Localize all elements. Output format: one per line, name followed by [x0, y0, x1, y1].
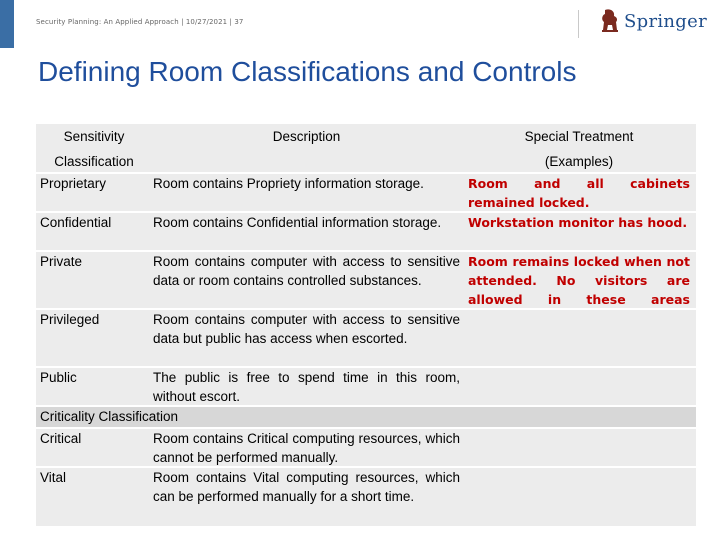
col-header-special-line1: Special Treatment — [524, 129, 634, 144]
criticality-header: Criticality Classification — [40, 409, 179, 424]
row-description: Room contains Propriety information storage. — [153, 176, 424, 191]
col-header-description: Description — [272, 129, 341, 144]
row-classification: Public — [40, 370, 77, 385]
row-classification: Privileged — [40, 312, 100, 327]
row-treatment: Workstation monitor has hood. — [468, 215, 688, 230]
logo-wordmark: Springer — [624, 10, 707, 32]
row-classification: Private — [40, 254, 83, 269]
row-classification: Confidential — [40, 215, 112, 230]
row-classification: Critical — [40, 431, 82, 446]
col-header-sensitivity-line2: Classification — [54, 154, 134, 169]
row-description: Room contains Confidential information storage. — [153, 215, 442, 230]
row-treatment: Room remains locked when not attended. No visitors are allowed in these areas — [468, 254, 690, 307]
table-row — [36, 366, 696, 405]
row-description: The public is free to spend time in this room, without escort. — [153, 370, 460, 404]
criticality-header-row — [36, 405, 696, 427]
row-description: Room contains Vital computing resources, which can be performed manually for a short time. — [153, 470, 460, 504]
row-treatment: Room and all cabinets remained locked. — [468, 176, 690, 210]
col-header-sensitivity-line1: Sensitivity — [63, 129, 125, 144]
row-classification: Vital — [40, 470, 67, 485]
col-header-special-line2: (Examples) — [544, 154, 614, 169]
table-row — [36, 250, 696, 308]
table-row — [36, 172, 696, 211]
horse-icon — [600, 8, 620, 34]
row-classification: Proprietary — [40, 176, 107, 191]
header-divider — [578, 10, 579, 38]
header-accent-bar — [0, 0, 14, 48]
row-description: Room contains Critical computing resources, which cannot be performed manually. — [153, 431, 460, 465]
col-header-special-treatment — [468, 127, 690, 171]
row-description: Room contains computer with access to sensitive data but public has access when escorted. — [153, 312, 460, 346]
classification-table — [36, 124, 696, 526]
table-row — [36, 427, 696, 466]
table-header-row — [36, 124, 696, 172]
page-title: Defining Room Classifications and Controls — [38, 56, 577, 87]
table-row — [36, 466, 696, 526]
col-header-sensitivity — [40, 127, 148, 171]
breadcrumb: Security Planning: An Applied Approach | 10/27/2021 | 37 — [36, 18, 244, 26]
table-row — [36, 308, 696, 366]
springer-logo — [600, 8, 707, 34]
table-row — [36, 211, 696, 250]
row-description: Room contains computer with access to sensitive data or room contains controlled substances. — [153, 254, 460, 288]
